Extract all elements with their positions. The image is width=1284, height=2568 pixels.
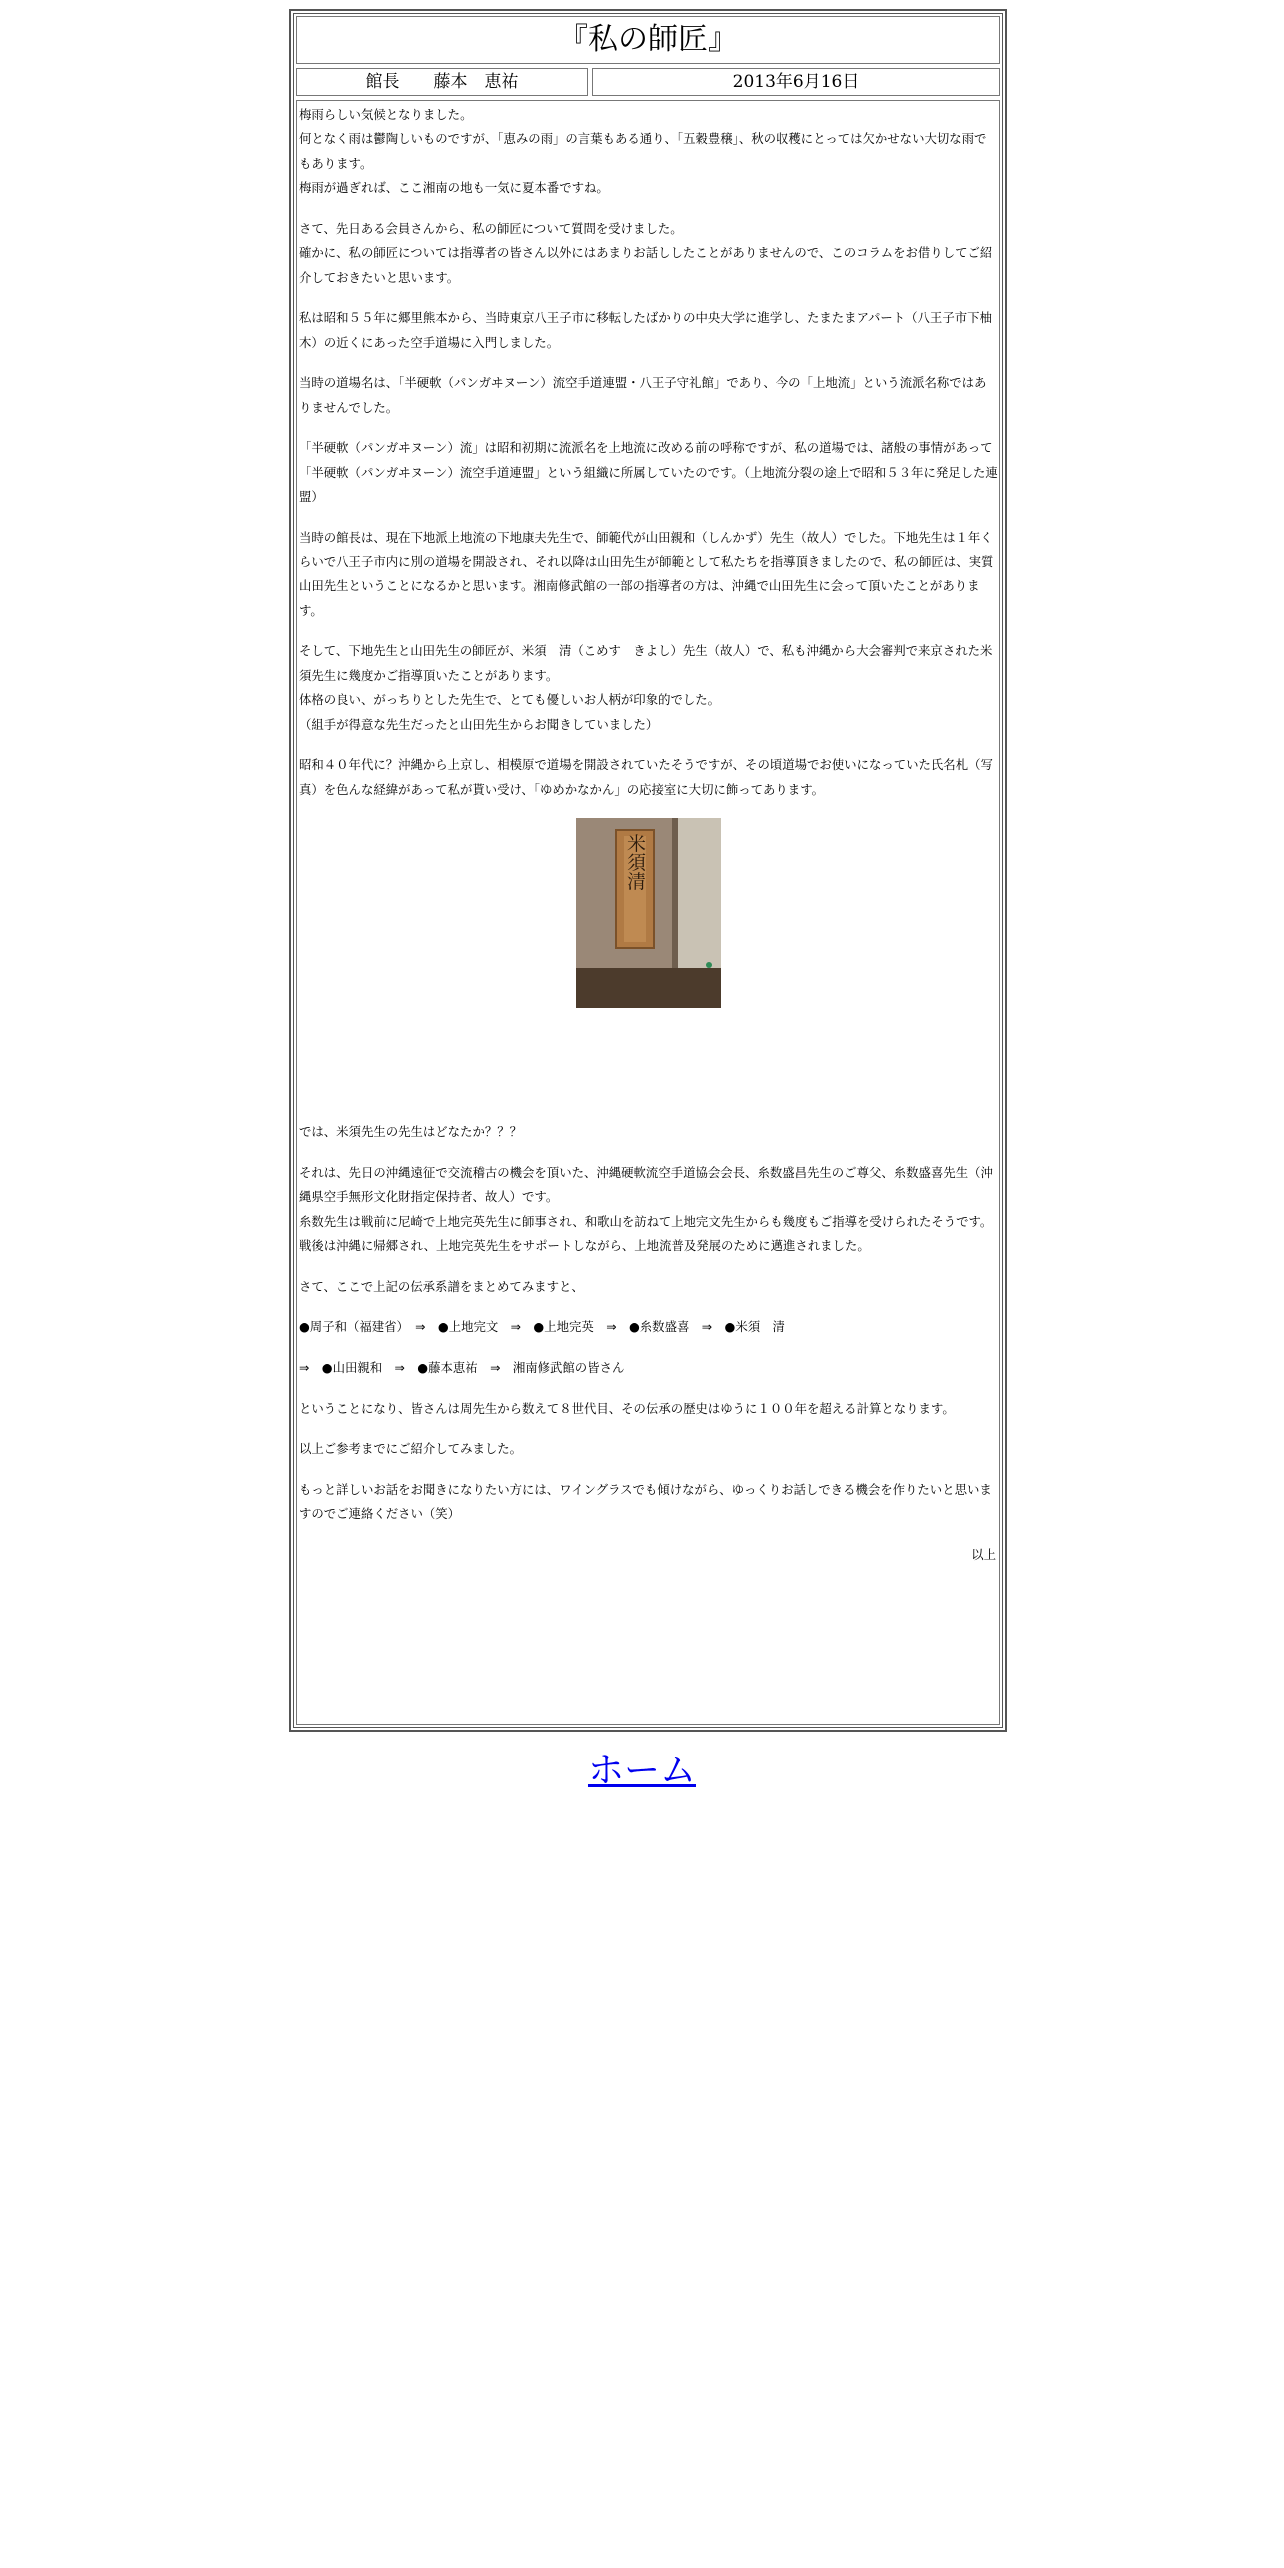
paragraph-8: 昭和４０年代に？沖縄から上京し、相模原で道場を開設されていたそうですが、その頃道場でお使いになっていた氏名札（写真）を色んな経緯があって私が貰い受け、「ゆめかなかん」の応接室に大切に飾ってあります。 — [299, 757, 993, 797]
paragraph-6: 当時の館長は、現在下地派上地流の下地康夫先生で、師範代が山田親和（しんかず）先生（故人）でした。下地先生は１年くらいで八王子市内に別の道場を開設され、それ以降は山田先生が師範として私たちを指導頂きましたので、私の師匠は、実質山田先生ということになるかと思います。湘南修武館の一部の指導者の方は、沖縄で山田先生に会って頂いたことがあります。 — [299, 529, 994, 618]
paragraph-11: さて、ここで上記の伝承系譜をまとめてみますと、 — [299, 1278, 584, 1294]
text-line: そして、下地先生と山田先生の師匠が、米須 清（こめす きよし）先生（故人）で、私も沖縄から大会審判で来京された米須先生に幾度かご指導頂いたことがあります。 — [299, 643, 993, 683]
article-body — [296, 100, 1000, 1725]
date-cell: 2013年6月16日 — [592, 68, 1000, 96]
text-line: 何となく雨は鬱陶しいものですが、「恵みの雨」の言葉もある通り、「五穀豊穣」、秋の収穫にとっては欠かせない大切な雨でもあります。 — [299, 131, 987, 171]
paragraph-7 — [299, 639, 998, 737]
photo-spacer — [299, 1024, 998, 1120]
text-line: 糸数先生は戦前に尼崎で上地完英先生に師事され、和歌山を訪ねて上地完文先生からも幾度もご指導を受けられたそうです。 — [299, 1213, 993, 1229]
home-link[interactable]: ホーム — [587, 1750, 696, 1791]
text-line: 確かに、私の師匠については指導者の皆さん以外にはあまりお話ししたことがありませんので、このコラムをお借りしてご紹介しておきたいと思います。 — [299, 245, 993, 285]
text-line: 梅雨らしい気候となりました。 — [299, 107, 473, 122]
paragraph-1 — [299, 103, 998, 201]
column-frame — [289, 9, 1007, 1732]
name-plate-photo — [576, 818, 721, 1008]
closing-text: 以上 — [971, 1546, 996, 1562]
text-line: さて、先日ある会員さんから、私の師匠について質問を受けました。 — [299, 220, 683, 236]
meta-row — [296, 68, 1000, 96]
paragraph-2 — [299, 217, 998, 290]
paragraph-13: 以上ご参考までにご紹介してみました。 — [299, 1441, 523, 1457]
text-line: それは、先日の沖縄遠征で交流稽古の機会を頂いた、沖縄硬軟流空手道協会会長、糸数盛昌先生のご尊父、糸数盛喜先生（沖縄県空手無形文化財指定保持者、故人）です。 — [299, 1165, 993, 1205]
plate-label: 米須清 — [624, 833, 646, 891]
paragraph-9: では、米須先生の先生はどなたか？？？ — [299, 1124, 523, 1140]
paragraph-12: ということになり、皆さんは周先生から数えて８世代目、その伝承の歴史はゆうに１００年を超える計算となります。 — [299, 1400, 955, 1416]
paragraph-3: 私は昭和５５年に郷里熊本から、当時東京八王子市に移転したばかりの中央大学に進学し、たまたまアパート（八王子市下柚木）の近くにあった空手道場に入門しました。 — [299, 310, 992, 350]
lineage-line-2: ⇒ ●山田親和 ⇒ ●藤本恵祐 ⇒ 湘南修武館の皆さん — [299, 1360, 625, 1376]
text-line: 梅雨が過ぎれば、ここ湘南の地も一気に夏本番ですね。 — [299, 180, 609, 196]
lineage-line-1: ●周子和（福建省） ⇒ ●上地完文 ⇒ ●上地完英 ⇒ ●糸数盛喜 ⇒ ●米須 清 — [299, 1319, 785, 1335]
author-cell: 館長 藤本 恵祐 — [296, 68, 588, 96]
paragraph-14: もっと詳しいお話をお聞きになりたい方には、ワイングラスでも傾けながら、ゆっくりお話しできる機会を作りたいと思いますのでご連絡ください（笑） — [299, 1481, 992, 1522]
column-inner-frame — [293, 13, 1003, 1728]
photo-wrap — [299, 818, 998, 1008]
page-title: 『私の師匠』 — [296, 16, 1000, 64]
text-line: （組手が得意な先生だったと山田先生からお聞きしていました） — [299, 716, 659, 732]
text-line: 体格の良い、がっちりとした先生で、とても優しいお人柄が印象的でした。 — [299, 692, 721, 708]
paragraph-5: 「半硬軟（パンガヰヌーン）流」は昭和初期に流派名を上地流に改める前の呼称ですが、私の道場では、諸般の事情があって「半硬軟（パンガヰヌーン）流空手道連盟」という組織に所属していたのです。（上地流分裂の途上で昭和５３年に発足した連盟） — [299, 440, 998, 505]
paragraph-4: 当時の道場名は、「半硬軟（パンガヰヌーン）流空手道連盟・八王子守礼館」であり、今の「上地流」という流派名称ではありませんでした。 — [299, 375, 987, 415]
text-line: 戦後は沖縄に帰郷され、上地完英先生をサポートしながら、上地流普及発展のために邁進されました。 — [299, 1238, 870, 1254]
home-nav — [0, 1742, 1284, 1793]
paragraph-10 — [299, 1161, 998, 1259]
